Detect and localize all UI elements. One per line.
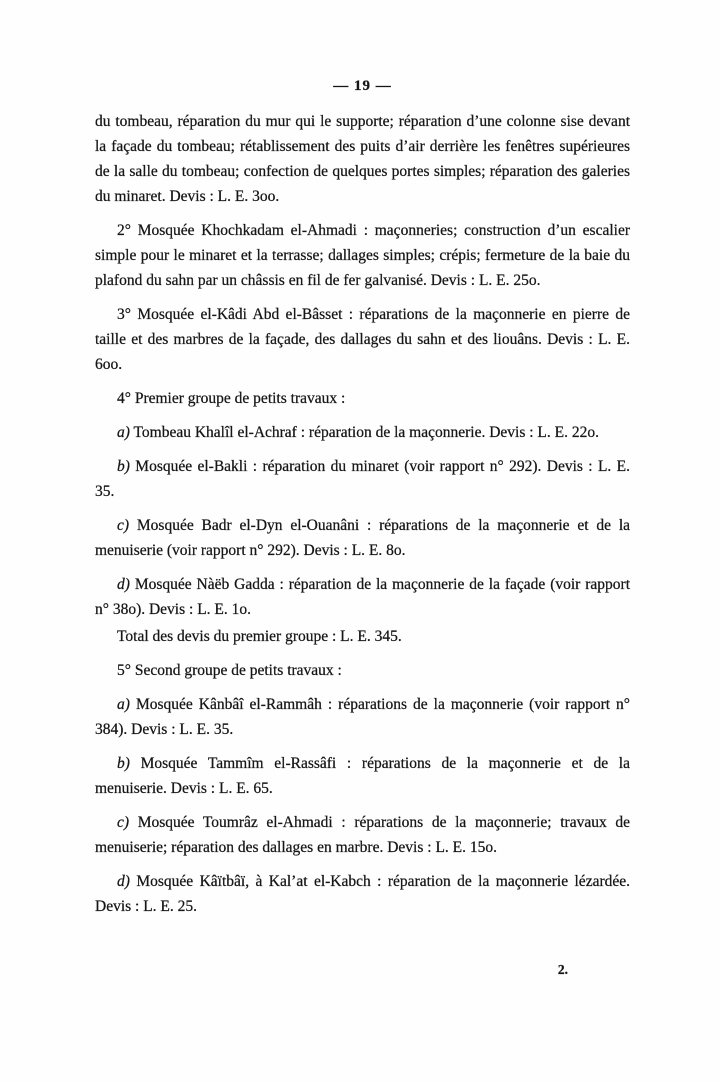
total-line-paragraph: Total des devis du premier groupe : L. E. 345. [117,628,402,645]
paragraph-text: Mosquée el-Bakli : réparation du minaret (voir rapport n° 292). Devis : L. E. 35. [95,458,630,500]
section-heading-paragraph: 4° Premier groupe de petits travaux : [117,390,346,407]
list-item-paragraph [95,742,630,801]
body-paragraph: 2° Mosquée Khochkadam el-Ahmadi : maçonneries; construction d’un escalier simple pour le minaret et la terrasse; dallages simples; crépis; fermeture de la baie du plafond du sahn par un châssis en fil de fer galvanisé. Devis : L. E. 25o. [95,222,630,289]
paragraph-text: Mosquée Toumrâz el-Ahmadi : réparations de la maçonnerie; travaux de menuiserie; réparation des dallages en marbre. Devis : L. E. 15o. [95,814,630,856]
item-label: a) [117,424,130,441]
item-label: b) [117,458,130,475]
list-item-paragraph [95,411,630,445]
item-label: c) [117,517,130,534]
item-label: a) [117,696,130,713]
list-item-paragraph [95,504,630,563]
paragraph-text: Mosquée Kânbâî el-Rammâh : réparations de la maçonnerie (voir rapport n° 384). Devis : L. E. 35. [95,696,631,738]
item-label: d) [117,873,130,890]
item-label: c) [117,814,130,831]
section-heading-paragraph: 5° Second groupe de petits travaux : [117,662,342,679]
list-item-paragraph [95,683,630,742]
paragraph-text: Mosquée Tammîm el-Rassâfi : réparations de la maçonnerie et de la menuiserie. Devis : L. E. 65. [95,755,630,797]
list-item-paragraph [95,563,630,622]
item-label: b) [117,755,130,772]
paragraph-text: Tombeau Khalîl el-Achraf : réparation de la maçonnerie. Devis : L. E. 22o. [133,424,599,441]
paragraph-text: Mosquée Kâïtbâï, à Kal’at el-Kabch : réparation de la maçonnerie lézardée. Devis : L. E. 25. [95,873,630,915]
paragraph-text: Mosquée Nàëb Gadda : réparation de la maçonnerie de la façade (voir rapport n° 38o). Devis : L. E. 1o. [95,576,630,618]
list-item-paragraph [95,801,630,860]
signature-mark: 2. [557,962,568,977]
paragraph-text: Mosquée Badr el-Dyn el-Ouanâni : réparations de la maçonnerie et de la menuiserie (voir rapport n° 292). Devis : L. E. 8o. [95,517,631,559]
page-number: — 19 — [333,78,392,94]
list-item-paragraph [95,860,630,919]
item-label: d) [117,576,130,593]
body-paragraph: du tombeau, réparation du mur qui le supporte; réparation d’une colonne sise devant la façade du tombeau; rétablissement des puits d’air derrière les fenêtres supérieures de la salle du tombeau; confection de quelques portes simples; réparation des galeries du minaret. Devis : L. E. 3oo. [95,113,630,205]
body-paragraph: 3° Mosquée el-Kâdi Abd el-Bâsset : réparations de la maçonnerie en pierre de taille et des marbres de la façade, des dallages du sahn et des liouâns. Devis : L. E. 6oo. [95,306,630,373]
list-item-paragraph [95,445,630,504]
